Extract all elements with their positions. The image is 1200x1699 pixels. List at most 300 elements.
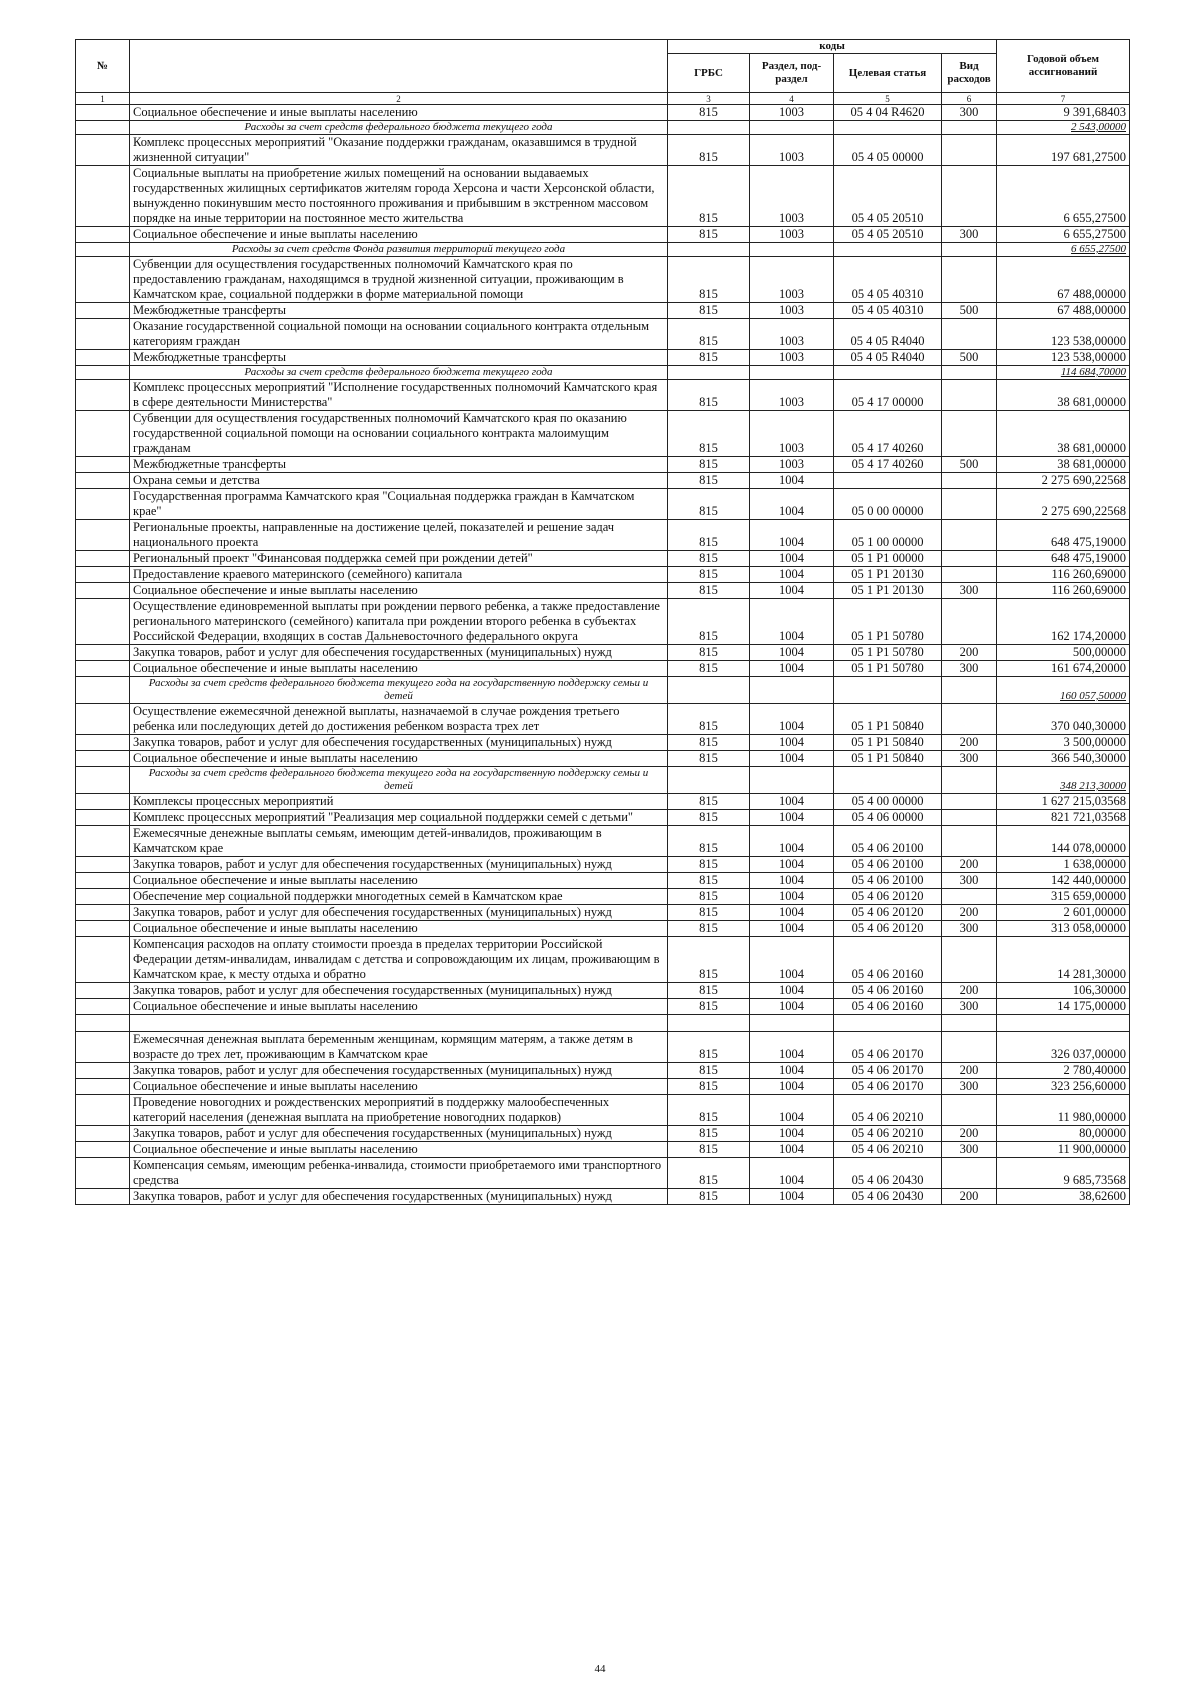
cell-rz: 1003 [750,257,834,303]
cell-vr [942,1158,997,1189]
cell-sum: 116 260,69000 [997,567,1130,583]
cell-cs: 05 4 17 00000 [834,380,942,411]
cell-rz: 1004 [750,905,834,921]
cell-cs: 05 4 06 20100 [834,873,942,889]
cell-name: Межбюджетные трансферты [130,457,668,473]
cell-cs: 05 0 00 00000 [834,489,942,520]
table-row [76,857,1130,873]
cell-empty [997,1015,1130,1032]
cell-vr: 500 [942,350,997,366]
header-num: № [76,40,130,93]
cell-cs: 05 4 06 20210 [834,1095,942,1126]
cell-vr [942,319,997,350]
cell-vr: 200 [942,1126,997,1142]
cell-empty [76,257,130,303]
cell-sum: 6 655,27500 [997,227,1130,243]
cell-cs: 05 4 05 R4040 [834,319,942,350]
cell-rz: 1003 [750,319,834,350]
note-row [76,767,1130,794]
cell-empty [76,457,130,473]
note-row [76,243,1130,257]
cell-empty [76,473,130,489]
cell-vr: 200 [942,1189,997,1205]
cell-sum: 67 488,00000 [997,257,1130,303]
cell-rz: 1003 [750,105,834,121]
table-row [76,257,1130,303]
cell-empty [76,767,130,794]
cell-empty [76,366,130,380]
cell-grbs: 815 [668,473,750,489]
cell-empty [76,489,130,520]
cell-empty [76,921,130,937]
cell-cs: 05 4 06 20120 [834,905,942,921]
cell-cs: 05 4 06 20160 [834,983,942,999]
table-row [76,1142,1130,1158]
cell-rz: 1003 [750,457,834,473]
cell-vr [942,257,997,303]
cell-grbs: 815 [668,489,750,520]
table-row [76,105,1130,121]
cell-vr: 300 [942,751,997,767]
cell-grbs: 815 [668,873,750,889]
cell-vr: 300 [942,873,997,889]
cell-vr: 300 [942,661,997,677]
cell-cs: 05 4 00 00000 [834,794,942,810]
cell-vr [942,599,997,645]
table-row [76,1095,1130,1126]
note-row [76,121,1130,135]
cell-empty [750,1015,834,1032]
cell-name: Региональные проекты, направленные на достижение целей, показателей и решение задач национального проекта [130,520,668,551]
cell-empty [750,121,834,135]
cell-empty [942,1015,997,1032]
cell-empty [942,767,997,794]
cell-empty [750,767,834,794]
cell-sum: 2 543,00000 [997,121,1130,135]
cell-cs: 05 4 06 20160 [834,999,942,1015]
cell-cs: 05 4 06 00000 [834,810,942,826]
cell-empty [76,1142,130,1158]
cell-empty [76,105,130,121]
table-row [76,1189,1130,1205]
cell-name: Закупка товаров, работ и услуг для обеспечения государственных (муниципальных) нужд [130,983,668,999]
cell-cs: 05 1 P1 50840 [834,751,942,767]
cell-vr [942,380,997,411]
cell-empty [942,243,997,257]
cell-rz: 1004 [750,735,834,751]
cell-name: Социальное обеспечение и иные выплаты населению [130,873,668,889]
table-row [76,937,1130,983]
cell-sum: 315 659,00000 [997,889,1130,905]
cell-name: Оказание государственной социальной помощи на основании социального контракта отдельным категориям граждан [130,319,668,350]
cell-vr [942,489,997,520]
cell-sum: 313 058,00000 [997,921,1130,937]
cell-sum: 323 256,60000 [997,1079,1130,1095]
cell-rz: 1004 [750,1189,834,1205]
cell-empty [76,810,130,826]
cell-sum: 821 721,03568 [997,810,1130,826]
cell-sum: 106,30000 [997,983,1130,999]
table-row [76,350,1130,366]
header-row [76,40,1130,54]
cell-grbs: 815 [668,921,750,937]
cell-cs: 05 4 06 20430 [834,1158,942,1189]
cell-cs: 05 4 06 20100 [834,857,942,873]
cell-grbs: 815 [668,1126,750,1142]
cell-sum: 500,00000 [997,645,1130,661]
cell-empty [76,873,130,889]
cell-rz: 1004 [750,999,834,1015]
cell-cs: 05 4 05 20510 [834,166,942,227]
cell-grbs: 815 [668,105,750,121]
table-row [76,567,1130,583]
cell-rz: 1004 [750,794,834,810]
cell-name: Осуществление единовременной выплаты при рождении первого ребенка, а также предоставление регионального материнского (семейного) капитала при рождении второго ребенка в субъектах Российской Федерации, входящих в состав Дальневосточного федерального округа [130,599,668,645]
cell-grbs: 815 [668,135,750,166]
cell-name: Закупка товаров, работ и услуг для обеспечения государственных (муниципальных) нужд [130,645,668,661]
cell-empty [834,677,942,704]
cell-name: Субвенции для осуществления государственных полномочий Камчатского края по предоставлению гражданам, находящимся в трудной жизненной ситуации, проживающим в Камчатском крае, социальной поддержки в форме материальной помощи [130,257,668,303]
cell-name: Проведение новогодних и рождественских мероприятий в поддержку малообеспеченных категорий населения (денежная выплата на приобретение новогодних подарков) [130,1095,668,1126]
table-row [76,1032,1130,1063]
table-row [76,999,1130,1015]
cell-cs: 05 1 P1 50780 [834,661,942,677]
cell-sum: 2 275 690,22568 [997,473,1130,489]
cell-vr [942,135,997,166]
cell-vr: 200 [942,857,997,873]
cell-rz: 1004 [750,661,834,677]
cell-sum: 144 078,00000 [997,826,1130,857]
header-razdel: Раздел, под-раздел [750,54,834,93]
cell-vr [942,520,997,551]
colnum-1: 1 [76,93,130,105]
cell-grbs: 815 [668,983,750,999]
cell-name: Закупка товаров, работ и услуг для обеспечения государственных (муниципальных) нужд [130,1189,668,1205]
cell-cs: 05 4 05 40310 [834,303,942,319]
cell-cs: 05 1 P1 20130 [834,583,942,599]
cell-empty [76,677,130,704]
cell-name: Социальное обеспечение и иные выплаты населению [130,1142,668,1158]
cell-empty [76,319,130,350]
cell-cs: 05 4 05 20510 [834,227,942,243]
table-row [76,1079,1130,1095]
cell-sum: 38,62600 [997,1189,1130,1205]
cell-empty [76,905,130,921]
cell-sum: 648 475,19000 [997,551,1130,567]
header-vr: Вид расходов [942,54,997,93]
cell-rz: 1004 [750,583,834,599]
cell-name: Расходы за счет средств федерального бюджета текущего года [130,121,668,135]
cell-rz: 1004 [750,810,834,826]
cell-empty [76,735,130,751]
cell-cs: 05 1 P1 50840 [834,735,942,751]
cell-empty [668,767,750,794]
cell-grbs: 815 [668,567,750,583]
cell-rz: 1004 [750,857,834,873]
cell-sum: 3 500,00000 [997,735,1130,751]
cell-sum: 114 684,70000 [997,366,1130,380]
table-row [76,921,1130,937]
cell-empty [834,121,942,135]
cell-name: Субвенции для осуществления государственных полномочий Камчатского края по оказанию государственной социальной помощи на основании социального контракта малоимущим гражданам [130,411,668,457]
cell-cs: 05 4 17 40260 [834,457,942,473]
table-row [76,303,1130,319]
cell-name: Социальное обеспечение и иные выплаты населению [130,751,668,767]
cell-sum: 9 685,73568 [997,1158,1130,1189]
table-row [76,380,1130,411]
table-row [76,1126,1130,1142]
table-row [76,319,1130,350]
cell-vr: 200 [942,735,997,751]
cell-empty [76,380,130,411]
cell-sum: 2 275 690,22568 [997,489,1130,520]
cell-grbs: 815 [668,257,750,303]
cell-rz: 1004 [750,873,834,889]
cell-rz: 1003 [750,135,834,166]
cell-vr [942,704,997,735]
table-row [76,489,1130,520]
cell-rz: 1004 [750,567,834,583]
cell-empty [76,751,130,767]
cell-sum: 11 900,00000 [997,1142,1130,1158]
cell-sum: 116 260,69000 [997,583,1130,599]
cell-cs: 05 4 06 20120 [834,889,942,905]
cell-rz: 1004 [750,983,834,999]
cell-cs: 05 4 06 20430 [834,1189,942,1205]
cell-name: Социальное обеспечение и иные выплаты населению [130,105,668,121]
cell-name: Предоставление краевого материнского (семейного) капитала [130,567,668,583]
cell-name: Закупка товаров, работ и услуг для обеспечения государственных (муниципальных) нужд [130,1126,668,1142]
cell-vr [942,411,997,457]
cell-name: Закупка товаров, работ и услуг для обеспечения государственных (муниципальных) нужд [130,735,668,751]
cell-vr [942,1032,997,1063]
cell-vr [942,551,997,567]
cell-sum: 197 681,27500 [997,135,1130,166]
cell-cs: 05 4 04 R4620 [834,105,942,121]
cell-rz: 1004 [750,921,834,937]
cell-grbs: 815 [668,937,750,983]
cell-vr [942,166,997,227]
cell-cs: 05 4 06 20160 [834,937,942,983]
cell-rz: 1004 [750,645,834,661]
cell-sum: 6 655,27500 [997,243,1130,257]
cell-rz: 1004 [750,473,834,489]
cell-grbs: 815 [668,1095,750,1126]
cell-sum: 123 538,00000 [997,319,1130,350]
cell-sum: 142 440,00000 [997,873,1130,889]
cell-grbs: 815 [668,999,750,1015]
cell-grbs: 815 [668,350,750,366]
cell-grbs: 815 [668,857,750,873]
cell-sum: 9 391,68403 [997,105,1130,121]
page-number: 44 [594,1663,606,1675]
table-row [76,645,1130,661]
cell-name: Ежемесячные денежные выплаты семьям, имеющим детей-инвалидов, проживающим в Камчатском крае [130,826,668,857]
cell-empty [76,303,130,319]
cell-sum: 14 175,00000 [997,999,1130,1015]
note-row [76,677,1130,704]
table-row [76,794,1130,810]
cell-sum: 6 655,27500 [997,166,1130,227]
cell-empty [834,767,942,794]
cell-empty [76,937,130,983]
cell-cs: 05 4 17 40260 [834,411,942,457]
cell-sum: 648 475,19000 [997,520,1130,551]
cell-empty [76,166,130,227]
cell-grbs: 815 [668,583,750,599]
cell-cs: 05 4 05 40310 [834,257,942,303]
table-row [76,520,1130,551]
colnum-7: 7 [997,93,1130,105]
table-row [76,227,1130,243]
cell-empty [130,1015,668,1032]
cell-vr: 300 [942,999,997,1015]
table-body [76,105,1130,1205]
cell-vr [942,889,997,905]
cell-rz: 1004 [750,751,834,767]
cell-grbs: 815 [668,1158,750,1189]
colnum-6: 6 [942,93,997,105]
cell-name: Расходы за счет средств федерального бюджета текущего года на государственную поддержку семьи и детей [130,767,668,794]
cell-vr [942,567,997,583]
cell-rz: 1004 [750,704,834,735]
cell-sum: 38 681,00000 [997,457,1130,473]
cell-rz: 1004 [750,937,834,983]
cell-vr: 300 [942,105,997,121]
cell-sum: 160 057,50000 [997,677,1130,704]
cell-rz: 1004 [750,1032,834,1063]
cell-vr [942,794,997,810]
table-row [76,1063,1130,1079]
cell-grbs: 815 [668,411,750,457]
cell-name: Комплекс процессных мероприятий "Исполнение государственных полномочий Камчатского края в сфере деятельности Министерства" [130,380,668,411]
cell-cs: 05 4 06 20170 [834,1079,942,1095]
cell-empty [668,121,750,135]
header-name [130,40,668,93]
cell-grbs: 815 [668,319,750,350]
cell-rz: 1004 [750,599,834,645]
header-cs: Целевая статья [834,54,942,93]
cell-empty [76,520,130,551]
cell-empty [76,599,130,645]
table-row [76,599,1130,645]
cell-name: Закупка товаров, работ и услуг для обеспечения государственных (муниципальных) нужд [130,857,668,873]
cell-sum: 11 980,00000 [997,1095,1130,1126]
header-sum: Годовой объем ассигнований [997,40,1130,93]
cell-rz: 1004 [750,826,834,857]
cell-sum: 1 638,00000 [997,857,1130,873]
table-row [76,551,1130,567]
cell-empty [668,1015,750,1032]
table-row [76,473,1130,489]
cell-vr: 200 [942,905,997,921]
cell-name: Компенсация семьям, имеющим ребенка-инвалида, стоимости приобретаемого ими транспортного средства [130,1158,668,1189]
table-row [76,983,1130,999]
cell-rz: 1003 [750,166,834,227]
table-row [76,411,1130,457]
cell-empty [76,1079,130,1095]
cell-empty [76,350,130,366]
cell-cs: 05 4 06 20210 [834,1142,942,1158]
cell-sum: 348 213,30000 [997,767,1130,794]
note-row [76,366,1130,380]
cell-rz: 1004 [750,1158,834,1189]
cell-sum: 162 174,20000 [997,599,1130,645]
cell-empty [750,366,834,380]
cell-cs: 05 1 P1 50780 [834,599,942,645]
cell-grbs: 815 [668,704,750,735]
cell-empty [76,889,130,905]
cell-sum: 2 780,40000 [997,1063,1130,1079]
cell-empty [76,1063,130,1079]
table-row [76,661,1130,677]
cell-grbs: 815 [668,661,750,677]
cell-vr: 300 [942,1079,997,1095]
colnum-3: 3 [668,93,750,105]
cell-vr: 200 [942,1063,997,1079]
cell-grbs: 815 [668,645,750,661]
cell-grbs: 815 [668,303,750,319]
cell-grbs: 815 [668,735,750,751]
cell-name: Комплекс процессных мероприятий "Оказание поддержки гражданам, оказавшимся в трудной жизненной ситуации" [130,135,668,166]
cell-name: Закупка товаров, работ и услуг для обеспечения государственных (муниципальных) нужд [130,1063,668,1079]
cell-rz: 1003 [750,380,834,411]
cell-grbs: 815 [668,826,750,857]
cell-empty [76,704,130,735]
cell-vr [942,473,997,489]
cell-grbs: 815 [668,751,750,767]
cell-grbs: 815 [668,166,750,227]
cell-empty [76,135,130,166]
cell-empty [668,366,750,380]
table-row [76,873,1130,889]
cell-grbs: 815 [668,599,750,645]
cell-name: Социальное обеспечение и иные выплаты населению [130,999,668,1015]
cell-empty [76,1015,130,1032]
cell-rz: 1003 [750,350,834,366]
cell-empty [76,121,130,135]
cell-empty [76,983,130,999]
cell-rz: 1004 [750,1095,834,1126]
cell-rz: 1004 [750,520,834,551]
cell-rz: 1003 [750,303,834,319]
cell-name: Социальное обеспечение и иные выплаты населению [130,921,668,937]
cell-empty [76,826,130,857]
cell-empty [76,1032,130,1063]
cell-empty [76,999,130,1015]
cell-grbs: 815 [668,457,750,473]
table-row [76,751,1130,767]
cell-sum: 2 601,00000 [997,905,1130,921]
cell-empty [76,1095,130,1126]
cell-empty [942,677,997,704]
cell-cs: 05 4 06 20170 [834,1063,942,1079]
cell-rz: 1004 [750,1063,834,1079]
cell-vr [942,937,997,983]
cell-grbs: 815 [668,380,750,411]
cell-name: Компенсация расходов на оплату стоимости проезда в пределах территории Российской Федерации детям-инвалидам, инвалидам с детства и сопровождающим их лицам, проживающим в Камчатском крае, к месту отдыха и обратно [130,937,668,983]
cell-name: Осуществление ежемесячной денежной выплаты, назначаемой в случае рождения третьего ребенка или последующих детей до достижения ребенком возраста трех лет [130,704,668,735]
cell-cs: 05 4 06 20170 [834,1032,942,1063]
cell-sum: 326 037,00000 [997,1032,1130,1063]
cell-name: Региональный проект "Финансовая поддержка семей при рождении детей" [130,551,668,567]
table-row [76,166,1130,227]
cell-cs: 05 1 P1 50840 [834,704,942,735]
cell-rz: 1004 [750,1142,834,1158]
cell-vr [942,1095,997,1126]
cell-grbs: 815 [668,551,750,567]
spacer-row [76,1015,1130,1032]
